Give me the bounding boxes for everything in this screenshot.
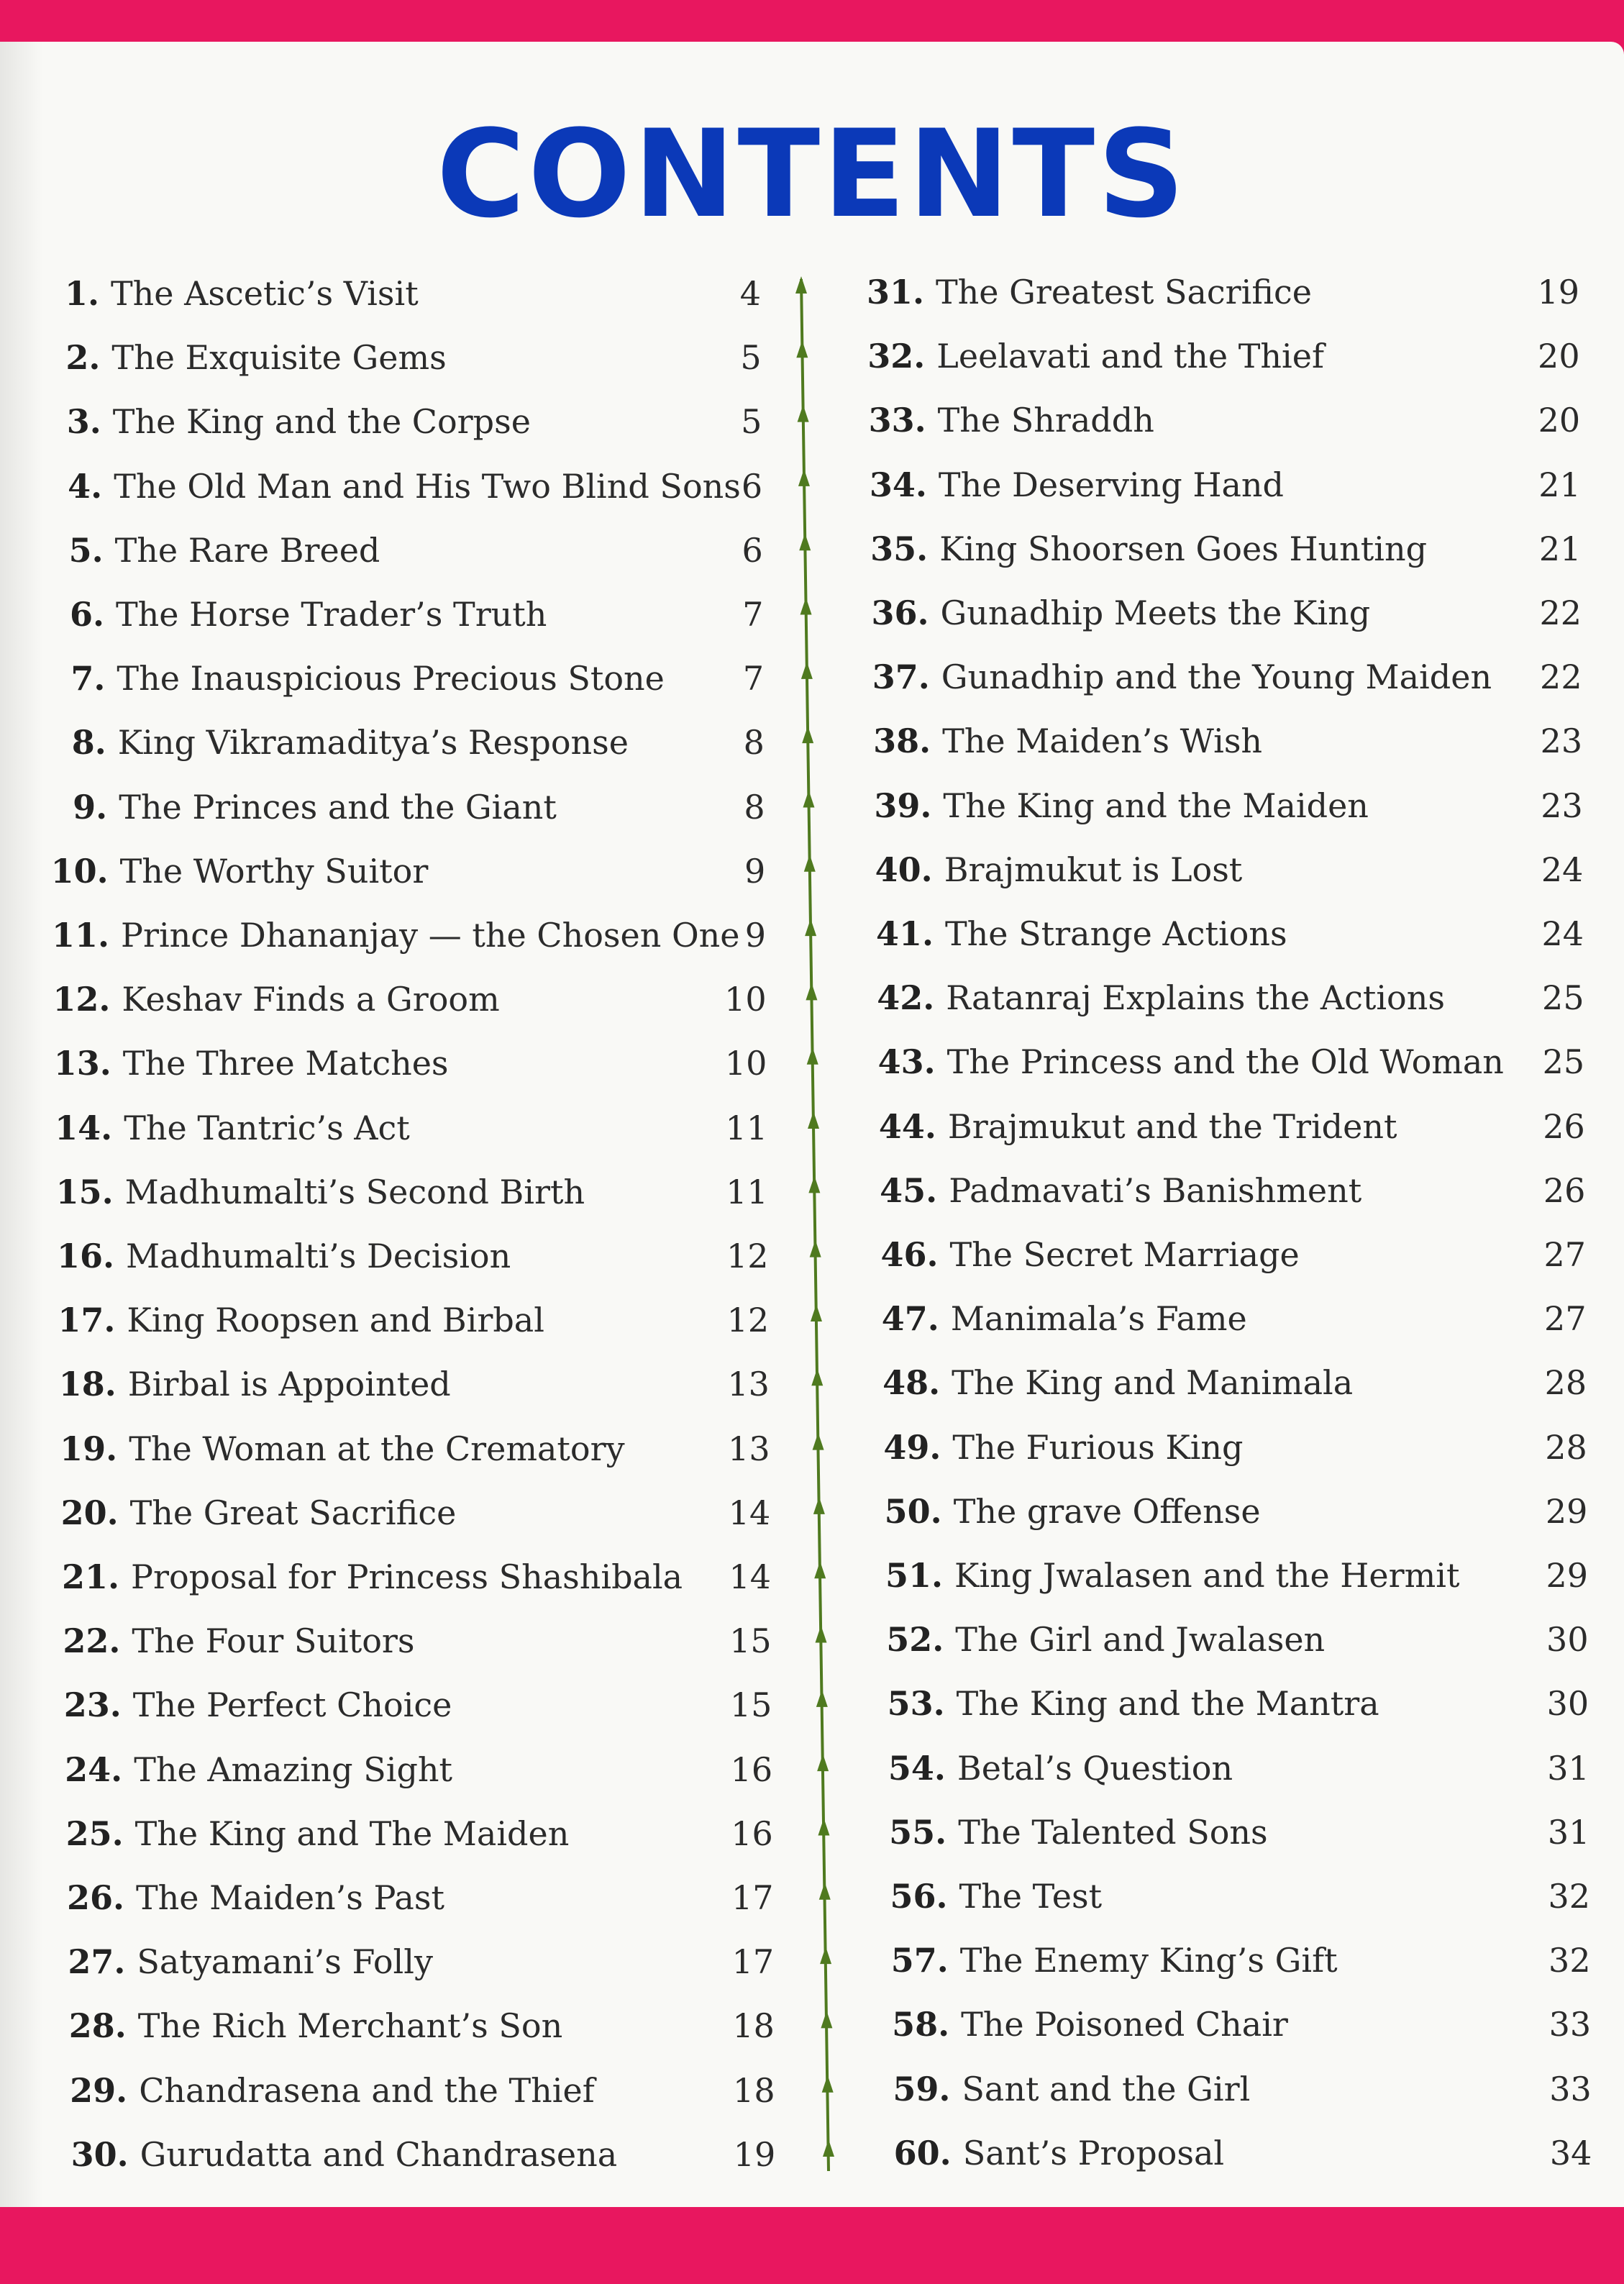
entry-page-number: 22	[1540, 658, 1582, 697]
arrow-head-icon	[817, 1754, 829, 1771]
toc-entry	[44, 2129, 618, 2180]
toc-entry	[37, 1744, 452, 1795]
entry-title: The Old Man and His Two Blind Sons	[114, 466, 741, 506]
entry-title: The Exquisite Gems	[111, 338, 447, 378]
entry-number: 52.	[886, 1620, 944, 1660]
entry-number: 46.	[880, 1235, 939, 1274]
entry-page-number: 28	[1544, 1363, 1587, 1403]
toc-entry	[840, 909, 1287, 959]
entry-title: Leelavati and the Thief	[936, 337, 1324, 376]
entry-number: 51.	[885, 1556, 943, 1595]
arrow-head-icon	[798, 405, 809, 422]
entry-number: 48.	[882, 1363, 941, 1403]
toc-entry	[847, 1422, 1243, 1473]
entry-page-number: 33	[1548, 2005, 1592, 2044]
entry-page-number: 10	[724, 980, 767, 1019]
entry-number: 35.	[870, 529, 929, 568]
entry-page-number: 16	[730, 1750, 773, 1789]
entry-number: 43.	[877, 1042, 936, 1082]
toc-entry	[845, 1229, 1300, 1280]
entry-page-number: 17	[731, 1942, 775, 1982]
entry-page-number: 7	[742, 595, 764, 634]
entry-number: 47.	[881, 1299, 939, 1339]
arrow-head-icon	[805, 919, 816, 936]
entry-title: Gunadhip Meets the King	[940, 593, 1371, 632]
entry-title: Prince Dhananjay — the Chosen One	[121, 916, 740, 955]
entry-page-number: 29	[1545, 1491, 1588, 1531]
entry-title: The Perfect Choice	[132, 1685, 452, 1725]
toc-entry	[39, 1808, 570, 1859]
entry-title: The Three Matches	[122, 1044, 449, 1083]
entry-title: The Inauspicious Precious Stone	[117, 659, 665, 699]
entry-number: 25.	[65, 1814, 124, 1853]
toc-entry	[850, 1614, 1325, 1665]
entry-page-number: 9	[744, 916, 766, 955]
entry-page-number: 27	[1543, 1235, 1586, 1274]
entry-page-number: 12	[726, 1237, 769, 1275]
toc-entry	[846, 1293, 1247, 1344]
entry-number: 12.	[53, 980, 111, 1019]
arrow-head-icon	[808, 1111, 819, 1129]
entry-title: The Worthy Suitor	[119, 851, 429, 891]
arrow-head-icon	[818, 1818, 829, 1835]
toc-entry	[24, 846, 429, 896]
entry-number: 34.	[869, 465, 927, 504]
entry-title: The Greatest Sacrifice	[936, 273, 1313, 311]
entry-title: The Poisoned Chair	[961, 2005, 1288, 2044]
arrow-head-icon	[816, 1690, 828, 1707]
entry-page-number: 7	[742, 659, 765, 699]
entry-number: 7.	[70, 659, 106, 699]
toc-entry	[843, 1101, 1397, 1152]
entry-page-number: 34	[1549, 2133, 1592, 2172]
entry-page-number: 31	[1547, 1748, 1589, 1788]
arrow-head-icon	[821, 2011, 832, 2028]
entry-page-number: 10	[724, 1044, 767, 1083]
entry-number: 18.	[58, 1365, 117, 1404]
entry-page-number: 11	[725, 1108, 768, 1147]
entry-number: 27.	[68, 1942, 126, 1982]
entry-page-number: 5	[741, 402, 762, 442]
entry-title: The Maiden’s Wish	[942, 722, 1263, 761]
entry-number: 53.	[887, 1684, 945, 1724]
entry-number: 29.	[70, 2070, 128, 2110]
entry-page-number: 8	[744, 787, 765, 827]
entry-page-number: 6	[741, 466, 763, 506]
entry-number: 36.	[871, 593, 929, 632]
toc-entry	[15, 332, 446, 383]
entry-title: Betal’s Question	[957, 1748, 1233, 1788]
entry-page-number: 18	[732, 2006, 775, 2046]
entry-title: Gunadhip and the Young Maiden	[941, 658, 1492, 697]
toc-entry	[838, 781, 1369, 831]
entry-number: 42.	[877, 978, 935, 1018]
entry-title: The King and the Corpse	[112, 402, 531, 442]
entry-page-number: 31	[1547, 1812, 1590, 1852]
entry-title: The King and The Maiden	[134, 1814, 570, 1853]
entry-number: 37.	[872, 658, 930, 697]
toc-entry	[839, 845, 1243, 895]
entry-title: Sant’s Proposal	[962, 2133, 1225, 2172]
entry-title: The King and Manimala	[952, 1363, 1354, 1403]
toc-entry	[856, 1999, 1288, 2049]
entry-number: 22.	[63, 1621, 121, 1661]
entry-page-number: 6	[742, 530, 763, 570]
entry-title: The King and the Maiden	[943, 786, 1369, 825]
entry-number: 49.	[883, 1427, 941, 1467]
toc-entry	[37, 1680, 452, 1730]
contents-page	[0, 42, 1624, 2207]
entry-page-number: 12	[726, 1301, 770, 1340]
entry-number: 26.	[66, 1878, 124, 1917]
toc-entry	[20, 653, 665, 704]
entry-number: 10.	[50, 851, 109, 891]
toc-entry	[834, 524, 1427, 574]
toc-entry	[836, 652, 1492, 702]
arrow-head-icon	[799, 533, 811, 550]
toc-entry	[836, 588, 1371, 638]
toc-entry	[19, 525, 380, 575]
entry-title: Ratanraj Explains the Actions	[946, 978, 1445, 1018]
entry-page-number: 21	[1538, 529, 1582, 568]
entry-number: 55.	[889, 1812, 947, 1852]
entry-title: The Amazing Sight	[134, 1750, 453, 1789]
entry-number: 5.	[68, 530, 104, 570]
arrow-head-icon	[813, 1497, 825, 1514]
entry-number: 31.	[866, 273, 924, 311]
entry-page-number: 15	[729, 1685, 772, 1725]
toc-entry	[849, 1550, 1459, 1601]
toc-entry	[17, 461, 741, 511]
arrow-head-icon	[810, 1240, 821, 1257]
toc-entry	[32, 1359, 451, 1409]
entry-title: King Vikramaditya’s Response	[117, 723, 629, 763]
entry-title: The Girl and Jwalasen	[955, 1620, 1326, 1660]
toc-entry	[40, 1873, 444, 1923]
entry-page-number: 23	[1540, 722, 1583, 761]
toc-entry	[833, 395, 1154, 445]
arrow-head-icon	[822, 2075, 834, 2093]
entry-number: 3.	[66, 402, 101, 442]
entry-page-number: 8	[743, 723, 765, 763]
entry-number: 45.	[880, 1170, 938, 1210]
entry-page-number: 19	[1537, 273, 1579, 311]
arrow-head-icon	[807, 1047, 818, 1065]
entry-title: The Rich Merchant’s Son	[137, 2006, 563, 2046]
entry-number: 4.	[68, 466, 103, 506]
entry-title: Brajmukut and the Trident	[947, 1106, 1397, 1146]
entry-title: The Four Suitors	[132, 1621, 415, 1661]
entry-page-number: 22	[1539, 593, 1582, 632]
arrow-head-icon	[811, 1368, 823, 1386]
entry-number: 24.	[65, 1750, 123, 1789]
entry-number: 9.	[73, 787, 108, 827]
entry-number: 38.	[873, 722, 931, 761]
arrow-head-icon	[800, 598, 812, 615]
entry-page-number: 24	[1541, 914, 1584, 953]
entry-number: 19.	[60, 1429, 118, 1468]
arrow-head-icon	[811, 1304, 822, 1321]
entry-number: 13.	[53, 1044, 111, 1083]
entry-title: The Maiden’s Past	[136, 1878, 444, 1917]
entry-number: 32.	[867, 337, 926, 376]
entry-title: The Princess and the Old Woman	[946, 1042, 1504, 1082]
entry-title: The Ascetic’s Visit	[111, 274, 419, 313]
arrow-head-icon	[814, 1561, 826, 1578]
entry-page-number: 5	[740, 338, 762, 378]
entry-page-number: 28	[1545, 1427, 1587, 1467]
toc-entry	[857, 2064, 1250, 2114]
entry-page-number: 30	[1546, 1620, 1589, 1660]
entry-title: King Shoorsen Goes Hunting	[939, 529, 1428, 568]
arrow-head-icon	[796, 340, 808, 358]
entry-title: Madhumalti’s Decision	[126, 1237, 511, 1275]
toc-entry	[42, 2001, 562, 2051]
toc-entry	[34, 1488, 457, 1538]
toc-entry	[30, 1295, 544, 1345]
entry-page-number: 32	[1548, 1941, 1591, 1980]
entry-number: 17.	[58, 1301, 116, 1340]
entry-title: King Jwalasen and the Hermit	[954, 1556, 1460, 1595]
toc-entry	[849, 1486, 1261, 1537]
toc-entry	[40, 1937, 433, 1987]
entry-number: 6.	[69, 595, 104, 634]
entry-page-number: 25	[1542, 978, 1584, 1018]
entry-title: Keshav Finds a Groom	[122, 980, 500, 1019]
entry-title: Padmavati’s Banishment	[949, 1170, 1362, 1210]
entry-page-number: 15	[729, 1621, 772, 1661]
entry-title: Birbal is Appointed	[127, 1365, 451, 1404]
entry-page-number: 26	[1543, 1170, 1586, 1210]
entry-title: The Secret Marriage	[949, 1235, 1300, 1274]
entry-title: The Deserving Hand	[938, 465, 1284, 504]
arrow-head-icon	[819, 1883, 831, 1900]
entry-number: 11.	[51, 916, 109, 955]
entry-page-number: 14	[729, 1557, 771, 1596]
toc-entry	[852, 1678, 1379, 1729]
entry-title: The Woman at the Crematory	[129, 1429, 625, 1468]
toc-entry	[831, 331, 1324, 381]
toc-entry	[27, 1038, 449, 1088]
entry-page-number: 11	[726, 1172, 768, 1211]
entry-title: The Test	[959, 1877, 1103, 1916]
entry-page-number: 21	[1538, 465, 1581, 504]
toc-entry	[24, 910, 740, 960]
entry-title: Madhumalti’s Second Birth	[124, 1172, 585, 1211]
toc-entry	[837, 716, 1262, 766]
entry-page-number: 9	[744, 851, 766, 891]
entry-number: 40.	[875, 850, 933, 889]
toc-entry	[834, 460, 1284, 510]
entry-number: 14.	[55, 1108, 113, 1147]
entry-number: 28.	[68, 2006, 127, 2046]
toc-entry	[32, 1424, 624, 1474]
arrow-head-icon	[813, 1433, 824, 1450]
entry-number: 39.	[874, 786, 932, 825]
toc-entry	[844, 1165, 1361, 1216]
entry-number: 50.	[884, 1491, 942, 1531]
toc-entry	[22, 717, 629, 768]
entry-title: The Shraddh	[937, 401, 1154, 440]
arrow-head-icon	[804, 855, 816, 872]
entry-page-number: 18	[733, 2070, 775, 2110]
entry-title: The Furious King	[952, 1427, 1244, 1467]
entry-number: 20.	[60, 1493, 119, 1532]
arrow-head-icon	[798, 469, 810, 486]
entry-title: Satyamani’s Folly	[137, 1942, 433, 1982]
entry-page-number: 17	[731, 1878, 774, 1917]
entry-title: The Horse Trader’s Truth	[116, 595, 547, 634]
entry-number: 2.	[65, 338, 101, 378]
entry-page-number: 33	[1549, 2069, 1592, 2108]
toc-entry	[831, 267, 1312, 317]
toc-entry	[14, 268, 419, 319]
entry-page-number: 4	[739, 274, 761, 313]
entry-page-number: 32	[1548, 1877, 1590, 1916]
arrow-head-icon	[801, 662, 813, 679]
entry-page-number: 19	[733, 2134, 776, 2174]
entry-page-number: 24	[1541, 850, 1584, 889]
toc-entry	[841, 973, 1445, 1023]
entry-number: 57.	[890, 1941, 949, 1980]
entry-number: 23.	[63, 1685, 122, 1725]
entry-number: 60.	[893, 2133, 952, 2172]
toc-entry	[852, 1743, 1233, 1793]
toc-entry	[853, 1807, 1267, 1857]
entry-title: Manimala’s Fame	[950, 1299, 1247, 1339]
arrow-head-icon	[803, 790, 814, 807]
toc-entry	[29, 1167, 585, 1217]
entry-title: Sant and the Girl	[962, 2069, 1251, 2108]
toc-entry	[855, 1935, 1338, 1985]
entry-page-number: 20	[1538, 401, 1581, 440]
entry-page-number: 26	[1543, 1106, 1585, 1146]
entry-number: 44.	[878, 1106, 936, 1146]
entry-title: The King and the Mantra	[956, 1684, 1379, 1724]
toc-entry	[27, 1103, 410, 1153]
entry-title: The Strange Actions	[945, 914, 1287, 953]
entry-number: 30.	[70, 2134, 129, 2174]
entry-title: Proposal for Princess Shashibala	[131, 1557, 683, 1596]
entry-number: 59.	[893, 2069, 951, 2108]
arrow-head-icon	[823, 2139, 834, 2157]
entry-title: The Tantric’s Act	[124, 1108, 410, 1147]
entry-title: Gurudatta and Chandrasena	[140, 2134, 618, 2174]
arrow-head-icon	[806, 983, 817, 1000]
entry-number: 56.	[890, 1877, 948, 1916]
toc-entry	[35, 1552, 683, 1602]
entry-number: 1.	[64, 274, 99, 313]
entry-title: The Great Sacrifice	[129, 1493, 457, 1532]
entry-number: 58.	[892, 2005, 950, 2044]
arrow-head-icon	[816, 1626, 827, 1643]
arrow-head-icon	[820, 1947, 831, 1964]
toc-entry	[854, 1871, 1103, 1921]
page-title: CONTENTS	[436, 104, 1188, 245]
entry-title: The Talented Sons	[958, 1812, 1268, 1852]
entry-page-number: 16	[731, 1814, 773, 1853]
toc-entry	[42, 2065, 595, 2116]
arrow-head-icon	[808, 1175, 820, 1193]
entry-number: 8.	[71, 723, 106, 763]
entry-page-number: 20	[1538, 337, 1580, 376]
entry-page-number: 13	[727, 1365, 770, 1404]
toc-entry	[25, 974, 499, 1024]
toc-entry	[29, 1231, 511, 1281]
entry-title: King Roopsen and Birbal	[127, 1301, 544, 1340]
arrow-head-icon	[802, 726, 813, 743]
entry-number: 21.	[61, 1557, 119, 1596]
entry-page-number: 13	[728, 1429, 770, 1468]
entry-page-number: 30	[1546, 1684, 1589, 1724]
toc-entry	[858, 2128, 1224, 2178]
toc-entry	[19, 589, 547, 640]
toc-entry	[17, 396, 531, 447]
entry-number: 16.	[56, 1237, 114, 1275]
entry-title: The Enemy King’s Gift	[959, 1941, 1338, 1980]
entry-page-number: 29	[1546, 1556, 1588, 1595]
toc-entry	[847, 1357, 1353, 1408]
entry-number: 15.	[55, 1172, 114, 1211]
entry-title: The Rare Breed	[114, 530, 380, 570]
entry-number: 54.	[888, 1748, 946, 1788]
entry-title: The grave Offense	[953, 1491, 1261, 1531]
entry-page-number: 27	[1544, 1299, 1587, 1339]
entry-title: The Princes and the Giant	[119, 787, 557, 827]
entry-page-number: 23	[1541, 786, 1583, 825]
arrow-head-icon	[795, 276, 807, 294]
toc-entry	[35, 1616, 414, 1666]
entry-number: 33.	[868, 401, 926, 440]
entry-title: Chandrasena and the Thief	[139, 2070, 595, 2110]
entry-page-number: 14	[728, 1493, 771, 1532]
toc-entry	[842, 1037, 1504, 1087]
toc-entry	[22, 782, 557, 832]
entry-number: 41.	[875, 914, 934, 953]
entry-title: Brajmukut is Lost	[944, 850, 1243, 889]
entry-page-number: 25	[1542, 1042, 1585, 1082]
